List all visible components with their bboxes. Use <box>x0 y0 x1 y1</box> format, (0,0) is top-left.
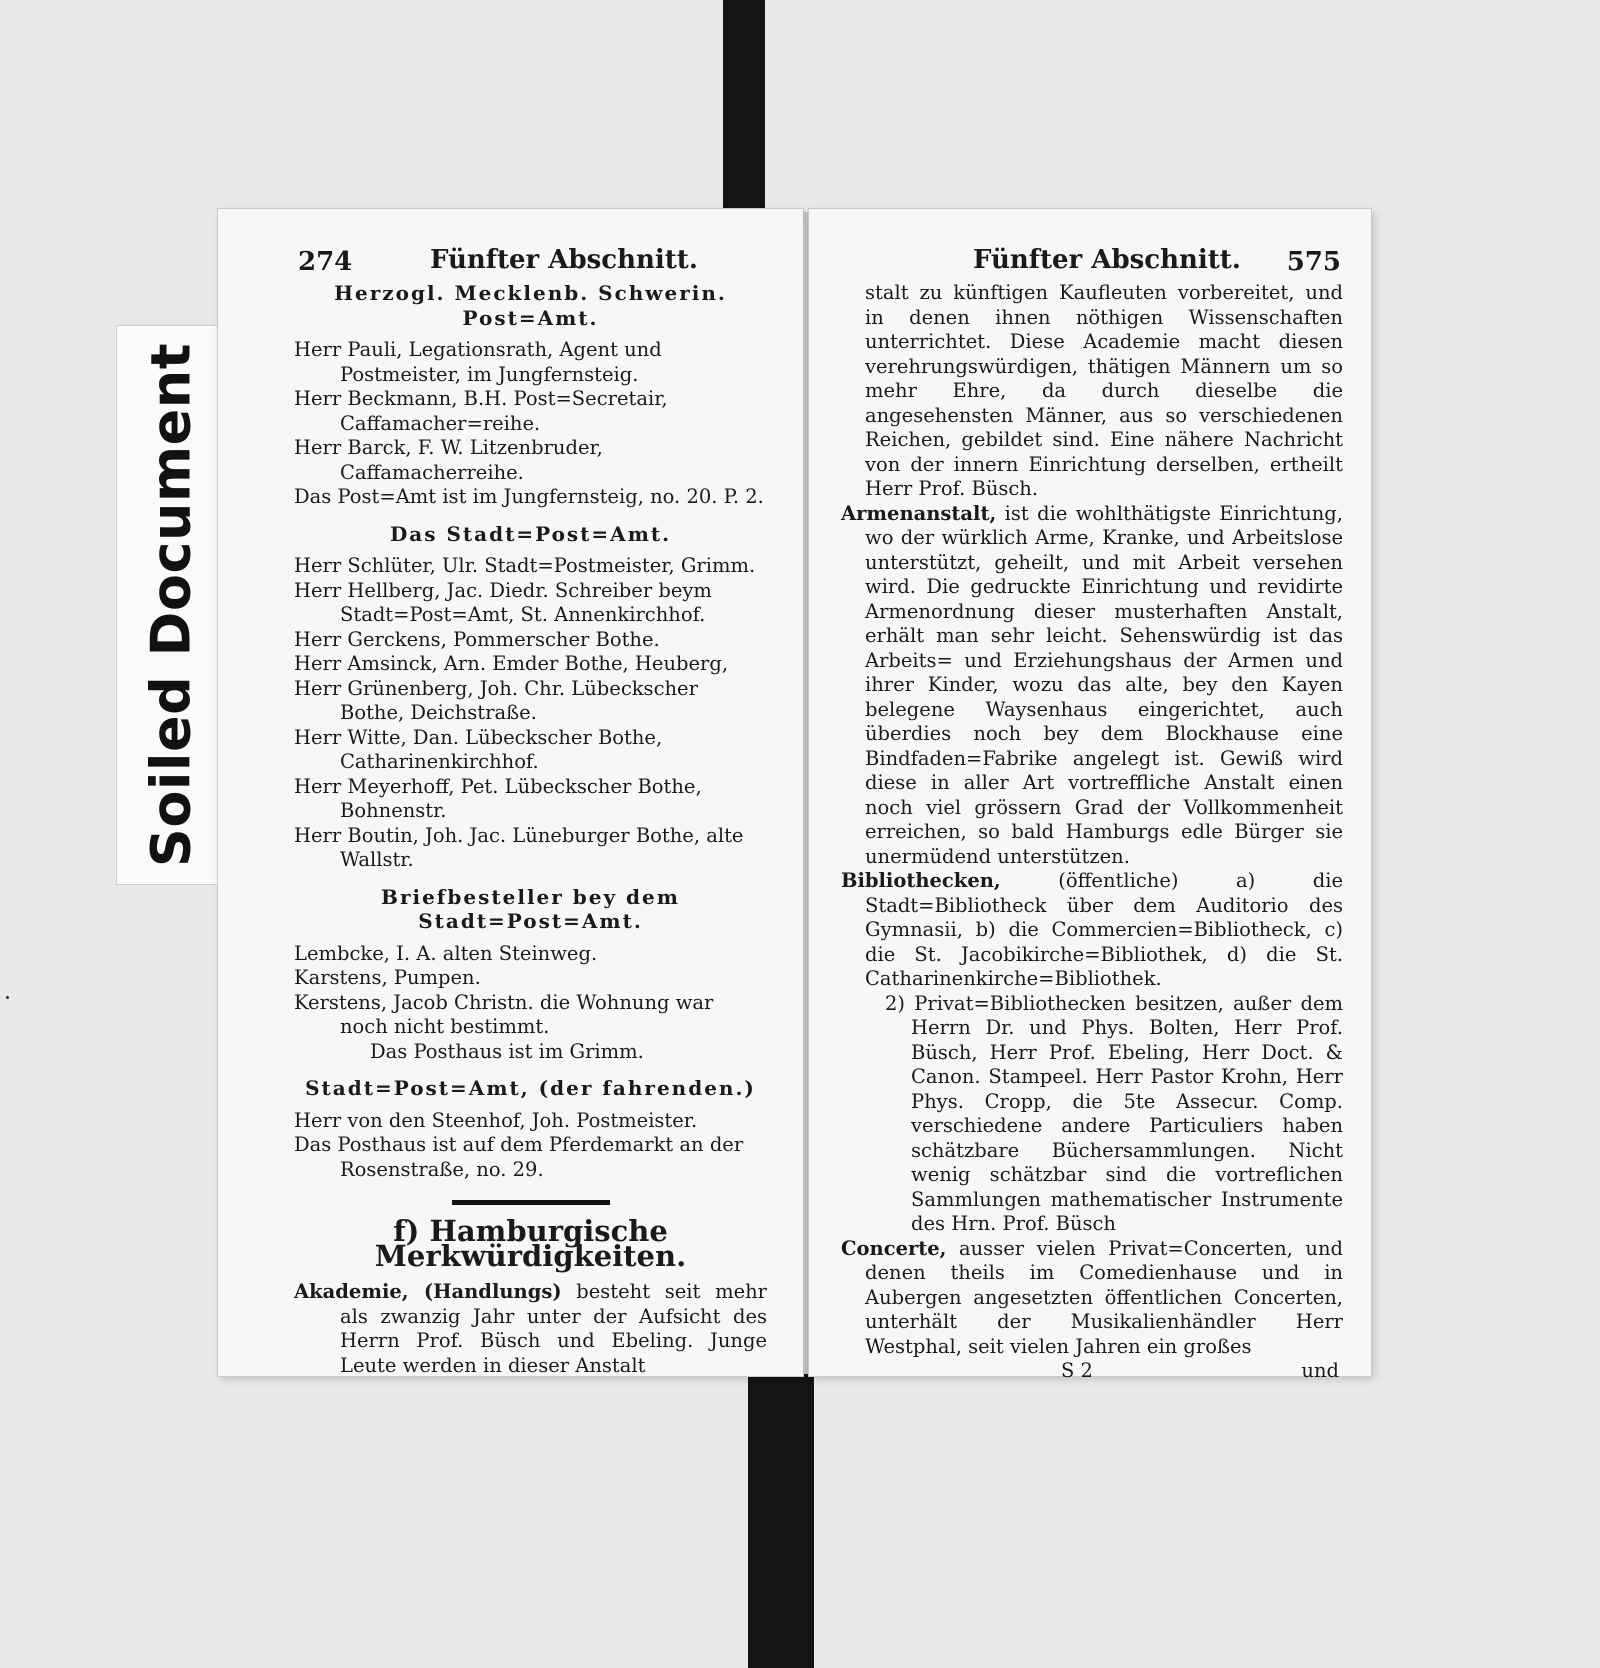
list-item: Herr Grünenberg, Joh. Chr. Lübeckscher Bothe, Deichstraße. <box>294 676 698 724</box>
concerte-text: ausser vielen Privat=Concerten, und denen theils im Comedienhause und in Aubergen angesetzten öffentlichen Concerten, unterhält der Musikalienhändler Herr Westphal, seit vielen Jahren ein großes <box>865 1236 1343 1358</box>
list-item: Herr Barck, F. W. Litzenbruder, Caffamacherreihe. <box>294 436 603 484</box>
right-running-head: Fünfter Abschnitt. <box>973 245 1241 275</box>
armenanstalt-term: Armenanstalt, <box>841 501 997 525</box>
list-item: Herr Amsinck, Arn. Emder Bothe, Heuberg, <box>294 652 729 675</box>
akademie-entry <box>294 1280 767 1378</box>
private-bibliothecken: 2) Privat=Bibliothecken besitzen, außer dem Herrn Dr. und Phys. Bolten, Herr Prof. Büsch, Herr Prof. Ebeling, Herr Doct. & Canon. Stampeel. Herr Pastor Krohn, Herr Phys. Cropp, die 5te Assecur. Comp. verschiedene andere Particuliers haben schätzbare Büchersammlungen. Nicht wenig schätzbar sind die vortreflichen Sammlungen mathematischer Instrumente des Hrn. Prof. Büsch <box>885 991 1343 1235</box>
right-page-content <box>841 281 1343 1384</box>
left-page-number: 274 <box>298 247 353 277</box>
section-heading: Briefbesteller bey dem Stadt=Post=Amt. <box>381 884 680 933</box>
chapter-heading: f) Hamburgische Merkwürdigkeiten. <box>374 1214 687 1273</box>
list-item: Herr Gerckens, Pommerscher Bothe. <box>294 627 660 651</box>
armenanstalt-entry <box>841 502 1343 870</box>
list-item: Herr Hellberg, Jac. Diedr. Schreiber beym Stadt=Post=Amt, St. Annenkirchhof. <box>294 578 712 626</box>
akademie-term: Akademie, (Handlungs) <box>294 1280 562 1303</box>
section-note: Das Posthaus ist im Grimm. <box>370 1039 644 1063</box>
section-heading: Das Stadt=Post=Amt. <box>389 521 672 546</box>
list-item: Das Posthaus ist auf dem Pferdemarkt an der Rosenstraße, no. 29. <box>294 1133 744 1181</box>
concerte-term: Concerte, <box>841 1236 947 1260</box>
list-item: Das Post=Amt ist im Jungfernsteig, no. 20. P. 2. <box>294 485 764 508</box>
binding-strip-bottom <box>748 1372 814 1668</box>
list-item: Lembcke, I. A. alten Steinweg. <box>294 941 598 965</box>
signature-mark: S 2 <box>1061 1359 1093 1382</box>
speck <box>6 996 9 999</box>
soiled-document-label-text: Soiled Document <box>139 342 203 868</box>
list-item: Herr von den Steenhof, Joh. Postmeister. <box>294 1108 698 1132</box>
armenanstalt-text: ist die wohlthätigste Einrichtung, wo der würklich Arme, Kranke, und Arbeitslose unterstützt, geheilt, und mit Arbeit versehen wird. Die gedruckte Einrichtung und revidirte Armenordnung dieser musterhaften Anstalt, erhält man sehr leicht. Sehenswürdig ist das Arbeits= und Erziehungshaus der Armen und ihrer Kinder, wozu das alte, bey den Kayen belegene Waysenhaus eingerichtet, auch überdies noch bey dem Blockhause eine Bindfaden=Fabrike angelegt ist. Gewiß wird diese in aller Art vortreffliche Anstalt einen noch viel grössern Grad der Vollkommenheit erreichen, so bald Hamburgs edle Bürger sie unermüdend unterstützen. <box>865 501 1343 868</box>
left-page <box>218 209 803 1376</box>
bibliothecken-entry <box>841 869 1343 992</box>
list-item: Herr Schlüter, Ulr. Stadt=Postmeister, Grimm. <box>294 554 756 577</box>
right-page-number: 575 <box>1286 247 1341 277</box>
concerte-entry <box>841 1237 1343 1360</box>
section-rule <box>452 1200 610 1205</box>
left-running-head: Fünfter Abschnitt. <box>430 245 698 275</box>
list-item: Herr Pauli, Legationsrath, Agent und Postmeister, im Jungfernsteig. <box>294 338 662 386</box>
left-page-content <box>294 281 767 1378</box>
continuation-paragraph: stalt zu künftigen Kaufleuten vorbereitet, und in denen ihnen nöthigen Wissenschaften unterrichtet. Diese Academie macht diesen verehrungswürdigen, thätigen Männern um so mehr Ehre, da durch dieselbe die angesehensten Männer, aus so verschiedenen Reichen, gebildet sind. Eine nähere Nachricht von der innern Einrichtung derselben, ertheilt Herr Prof. Büsch. <box>865 281 1343 500</box>
bibliothecken-term: Bibliothecken, <box>841 869 1001 892</box>
page-footer <box>841 1359 1343 1384</box>
list-item: Karstens, Pumpen. <box>294 966 481 989</box>
binding-strip-top <box>723 0 765 232</box>
catchword: und <box>1301 1359 1339 1382</box>
soiled-document-label <box>116 325 226 885</box>
list-item: Kerstens, Jacob Christn. die Wohnung war noch nicht bestimmt. <box>294 990 714 1038</box>
section-heading: Herzogl. Mecklenb. Schwerin. Post=Amt. <box>334 281 727 330</box>
list-item: Herr Witte, Dan. Lübeckscher Bothe, Catharinenkirchhof. <box>294 725 663 773</box>
akademie-text: besteht seit mehr als zwanzig Jahr unter der Aufsicht des Herrn Prof. Büsch und Ebeling. Junge Leute werden in dieser Anstalt <box>340 1280 767 1377</box>
section-heading: Stadt=Post=Amt, (der fahrenden.) <box>305 1076 756 1100</box>
list-item: Herr Meyerhoff, Pet. Lübeckscher Bothe, Bohnenstr. <box>294 774 702 822</box>
list-item: Herr Boutin, Joh. Jac. Lüneburger Bothe, alte Wallstr. <box>294 823 744 871</box>
bibliothecken-text: (öffentliche) a) die Stadt=Bibliotheck über dem Auditorio des Gymnasii, b) die Commercien=Bibliotheck, c) die St. Jacobikirche=Bibliothek, d) die St. Catharinenkirche=Bibliothek. <box>865 869 1343 990</box>
list-item: Herr Beckmann, B.H. Post=Secretair, Caffamacher=reihe. <box>294 387 668 435</box>
right-page <box>809 209 1371 1382</box>
